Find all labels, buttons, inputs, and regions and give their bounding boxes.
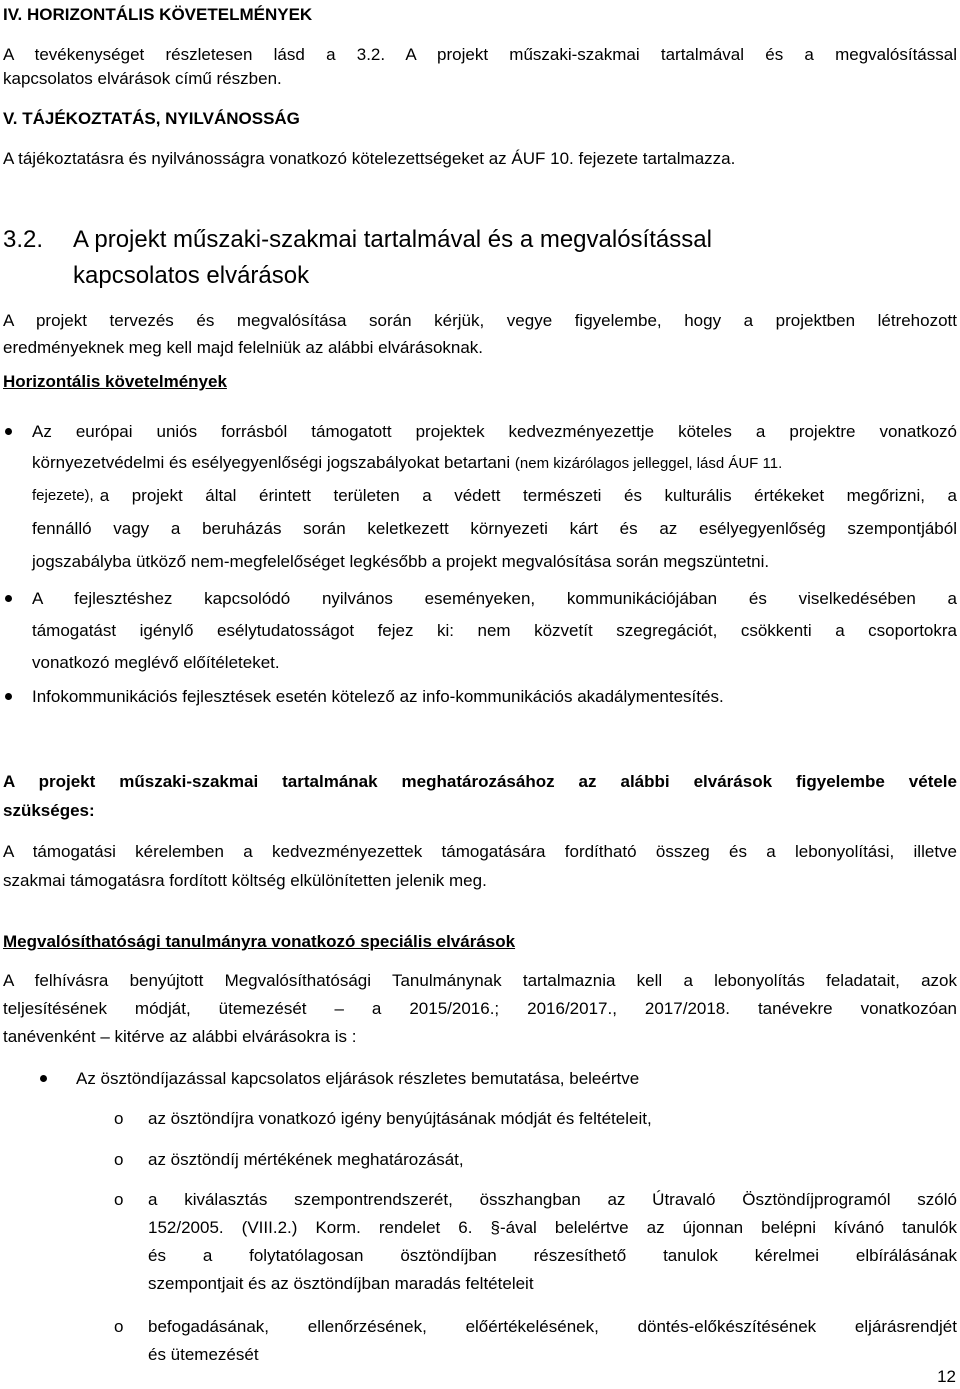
sub-bullet-marker: o xyxy=(114,1190,124,1209)
section-v-heading: V. TÁJÉKOZTATÁS, NYILVÁNOSSÁG xyxy=(3,109,300,128)
feasibility-sub3-line1: a kiválasztás szempontrendszerét, összhangban az Útravaló Ösztöndíjprogramól szóló xyxy=(148,1190,957,1209)
section-iv-text-line1: A tevékenységet részletesen lásd a 3.2. A projekt műszaki-szakmai tartalmával és a megvalósítással xyxy=(3,45,957,64)
section-iv-heading: IV. HORIZONTÁLIS KÖVETELMÉNYEK xyxy=(3,5,313,24)
horizontal-bullet1-line3 xyxy=(32,485,957,507)
feasibility-sub1: az ösztöndíjra vonatkozó igény benyújtásának módját és feltételeit, xyxy=(148,1109,652,1128)
bullet-icon xyxy=(5,693,12,700)
feasibility-heading: Megvalósíthatósági tanulmányra vonatkozó speciális elvárások xyxy=(3,932,516,951)
horizontal-bullet1-line4: fennálló vagy a beruházás során keletkezett környezeti kárt és az esélyegyenlőség szempontjából xyxy=(32,519,957,538)
horizontal-bullet1-line5: jogszabályba ütköző nem-megfelelőséget legkésőbb a projekt megvalósítása során megszüntetni. xyxy=(32,552,770,571)
bullet-icon xyxy=(5,595,12,602)
horizontal-bullet2-line3: vonatkozó meglévő előítéleteket. xyxy=(32,653,280,672)
feasibility-sub3-line2: 152/2005. (VIII.2.) Korm. rendelet 6. §-ával belelértve az újonnan belépni kívánó tanulók xyxy=(148,1218,957,1237)
sub-bullet-marker: o xyxy=(114,1317,124,1336)
feasibility-sub4-line2: és ütemezését xyxy=(148,1345,259,1364)
feasibility-text-line3: tanévenként – kitérve az alábbi elvárásokra is : xyxy=(3,1027,357,1046)
sub-bullet-marker: o xyxy=(114,1150,124,1169)
horizontal-bullet1-line2a: környezetvédelmi és esélyegyenlőségi jogszabályokat betartani xyxy=(32,453,511,472)
content-req-heading-line1: A projekt műszaki-szakmai tartalmának meghatározásához az alábbi elvárások figyelembe vétele xyxy=(3,772,957,791)
feasibility-sub2: az ösztöndíj mértékének meghatározását, xyxy=(148,1150,464,1169)
bullet-icon xyxy=(40,1075,47,1082)
section-32-title-line1: A projekt műszaki-szakmai tartalmával és a megvalósítással xyxy=(73,226,712,253)
feasibility-sub3-line3: és a folytatólagosan ösztöndíjban részesíthető tanulok kérelmei elbírálásának xyxy=(148,1246,957,1265)
content-req-text-line2: szakmai támogatásra fordított költség elkülönítetten jelenik meg. xyxy=(3,871,487,890)
section-32-title xyxy=(3,225,957,255)
page-number: 12 xyxy=(937,1367,956,1386)
horizontal-bullet2-line2: támogatást igénylő esélytudatosságot fejez ki: nem közvetít szegregációt, csökkenti a csoportokra xyxy=(32,621,957,640)
horizontal-bullet1-line1: Az európai uniós forrásból támogatott projektek kedvezményezettje köteles a projektre vonatkozó xyxy=(32,422,957,441)
feasibility-sub3-line4: szempontjait és az ösztöndíjban maradás feltételeit xyxy=(148,1274,534,1293)
horizontal-heading: Horizontális követelmények xyxy=(3,372,227,391)
horizontal-bullet1-line2 xyxy=(32,452,957,475)
feasibility-text-line1: A felhívásra benyújtott Megvalósíthatósági Tanulmánynak tartalmaznia kell a lebonyolítás feladatait, azok xyxy=(3,971,957,990)
section-32-intro-line1: A projekt tervezés és megvalósítása során kérjük, vegye figyelembe, hogy a projektben létrehozott xyxy=(3,311,957,330)
section-32-intro-line2: eredményeknek meg kell majd felelniük az alábbi elvárásoknak. xyxy=(3,338,484,357)
sub-bullet-marker: o xyxy=(114,1109,124,1128)
horizontal-bullet1-line2b: (nem kizárólagos jelleggel, lásd ÁUF 11. xyxy=(514,455,783,472)
horizontal-bullet1-line3a: fejezete), xyxy=(32,487,94,504)
horizontal-bullet1-line3b: a projekt által érintett területen a védett természeti és kulturális értékeket megőrizni, a xyxy=(99,486,957,505)
content-req-heading-line2: szükséges: xyxy=(3,801,95,820)
section-32-title-line2: kapcsolatos elvárások xyxy=(73,262,310,289)
section-32-number: 3.2. xyxy=(3,226,44,253)
bullet-icon xyxy=(5,428,12,435)
feasibility-bullet: Az ösztöndíjazással kapcsolatos eljárások részletes bemutatása, beleértve xyxy=(76,1069,640,1088)
content-req-text-line1: A támogatási kérelemben a kedvezményezettek támogatására fordítható összeg és a lebonyolítási, illetve xyxy=(3,842,957,861)
section-iv-text-line2: kapcsolatos elvárások című részben. xyxy=(3,69,282,88)
horizontal-bullet2-line1: A fejlesztéshez kapcsolódó nyilvános eseményeken, kommunikációjában és viselkedésében a xyxy=(32,589,957,608)
section-v-text: A tájékoztatásra és nyilvánosságra vonatkozó kötelezettségeket az ÁUF 10. fejezete tartalmazza. xyxy=(3,149,736,168)
feasibility-sub4-line1: befogadásának, ellenőrzésének, előértékelésének, döntés-előkészítésének eljárásrendjét xyxy=(148,1317,957,1336)
horizontal-bullet3: Infokommunikációs fejlesztések esetén kötelező az info-kommunikációs akadálymentesítés. xyxy=(32,687,724,706)
feasibility-text-line2: teljesítésének módját, ütemezését – a 2015/2016.; 2016/2017., 2017/2018. tanévekre vonatkozóan xyxy=(3,999,957,1018)
